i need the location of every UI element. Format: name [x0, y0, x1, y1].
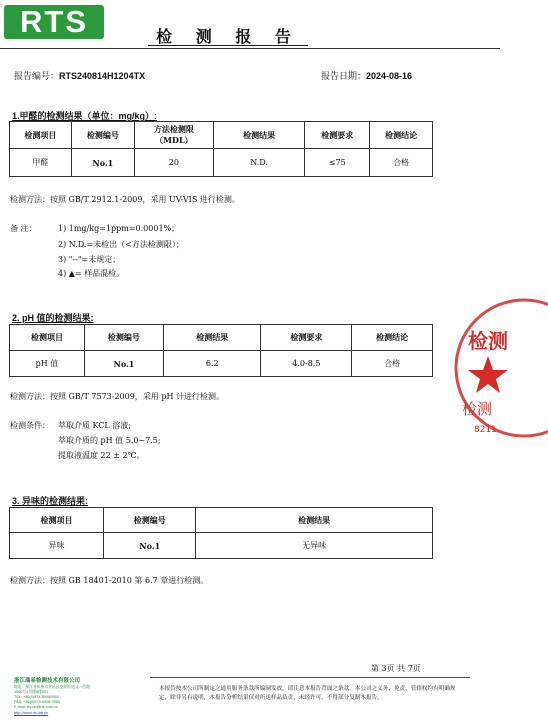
ph-table: [9, 324, 433, 377]
document-title: 检 测 报 告: [156, 27, 300, 46]
disclaimer-text: 本报告按本公司所制定之通用服务条款所编制发放，请注意本报告背面之条款。本公司之义务、免责、管辖权均有明确规定，除非另有说明，本报告分析结果仅对所送样品负责，未经许可，不得部分复制本报告。: [159, 686, 456, 701]
lab-name: 浙江瑞易检测技术有限公司: [14, 678, 81, 684]
table-cell: No.1: [104, 533, 196, 559]
lab-fax: FAX: +86(0)574-8908-0589: [14, 700, 61, 704]
table-cell: 甲醛: [10, 149, 72, 177]
odor-table: [9, 507, 433, 559]
table-cell: No.1: [71, 149, 134, 177]
table-cell: 合格: [370, 149, 433, 177]
svg-text:8211: 8211: [474, 425, 497, 435]
section3-title: 3. 异味的检测结果:: [12, 496, 89, 506]
table-header: 检测项目: [10, 325, 85, 351]
svg-text:检测: 检测: [462, 400, 493, 418]
section1-method: 检测方法：按照 GB/T 2912.1-2009，采用 UV-VIS 进行检测。: [10, 195, 240, 204]
table-cell: pH 值: [10, 351, 85, 377]
table-header: 检测结果: [163, 325, 261, 351]
table-row: [10, 149, 433, 177]
lab-address: 1500号1号楼5楼501: [14, 690, 49, 694]
table-cell: 6.2: [163, 351, 261, 377]
notes-label: 备 注：: [10, 224, 37, 233]
table-cell: 无异味: [196, 533, 433, 559]
svg-text:检测: 检测: [468, 329, 508, 353]
footer-divider: [150, 677, 470, 678]
table-header: 检测结果: [196, 508, 433, 533]
table-cell: 20: [134, 149, 213, 177]
table-cell: No.1: [84, 351, 163, 377]
table-cell: 异味: [10, 533, 104, 559]
table-cell: 4.0-8.5: [261, 351, 352, 377]
company-logo: RTS: [4, 5, 104, 39]
report-date: 报告日期：2024-08-16: [321, 71, 413, 81]
table-header: 检测结论: [370, 122, 433, 149]
section3-method: 检测方法：按照 GB 18401-2010 第 6.7 章进行检测。: [10, 576, 209, 585]
inspection-seal-icon: [452, 296, 548, 440]
condition-item: 萃取介质 KCL 溶液;: [58, 421, 131, 430]
page-number: 第 3页 共 7页: [371, 664, 421, 673]
table-row: [10, 533, 433, 559]
table-cell: N.D.: [213, 149, 304, 177]
lab-address: 地址：浙江省杭州市余杭区仓前街道文一西路: [14, 685, 90, 689]
note-item: 1) 1mg/kg=1ppm=0.0001%；: [58, 224, 180, 233]
table-header: 检测编号: [104, 508, 196, 533]
section1-title: 1.甲醛的检测结果（单位：mg/kg）:: [12, 111, 158, 121]
lab-phone: TEL: +86(0)574-89080588: [14, 695, 59, 699]
table-cell: 合格: [352, 351, 433, 377]
table-header: 检测项目: [10, 508, 104, 533]
lab-website-link[interactable]: http://www.rts-lab.cn: [14, 711, 49, 715]
table-row: [10, 351, 433, 377]
table-header: 方法检测限 （MDL）: [134, 122, 213, 149]
report-number: 报告编号：RTS240814H1204TX: [14, 71, 146, 81]
table-header: 检测项目: [10, 122, 72, 149]
table-header: 检测要求: [261, 325, 352, 351]
note-item: 3) "--"=未规定；: [58, 255, 121, 264]
note-item: 2) N.D.=未检出（<方法检测限）；: [58, 240, 184, 249]
table-cell: ≤75: [305, 149, 370, 177]
condition-item: 提取液温度 22 ± 2℃。: [58, 451, 145, 460]
note-item: 4) ▲= 样品混检。: [58, 269, 125, 278]
condition-item: 萃取介质的 pH 值 5.0~7.5;: [58, 436, 161, 445]
title-underline: [148, 45, 308, 46]
conditions-label: 检测条件：: [10, 421, 50, 430]
header-divider: [0, 48, 500, 49]
lab-email: E-mail: rts-nb@rts.com.cn: [14, 705, 58, 709]
section2-title: 2. pH 值的检测结果:: [12, 313, 94, 323]
table-header: 检测要求: [305, 122, 370, 149]
table-header: 检测编号: [71, 122, 134, 149]
table-header: 检测编号: [84, 325, 163, 351]
formaldehyde-table: [9, 121, 433, 177]
table-header: 检测结果: [213, 122, 304, 149]
section2-method: 检测方法：按照 GB/T 7573-2009，采用 pH 计进行检测。: [10, 392, 224, 401]
table-header: 检测结论: [352, 325, 433, 351]
